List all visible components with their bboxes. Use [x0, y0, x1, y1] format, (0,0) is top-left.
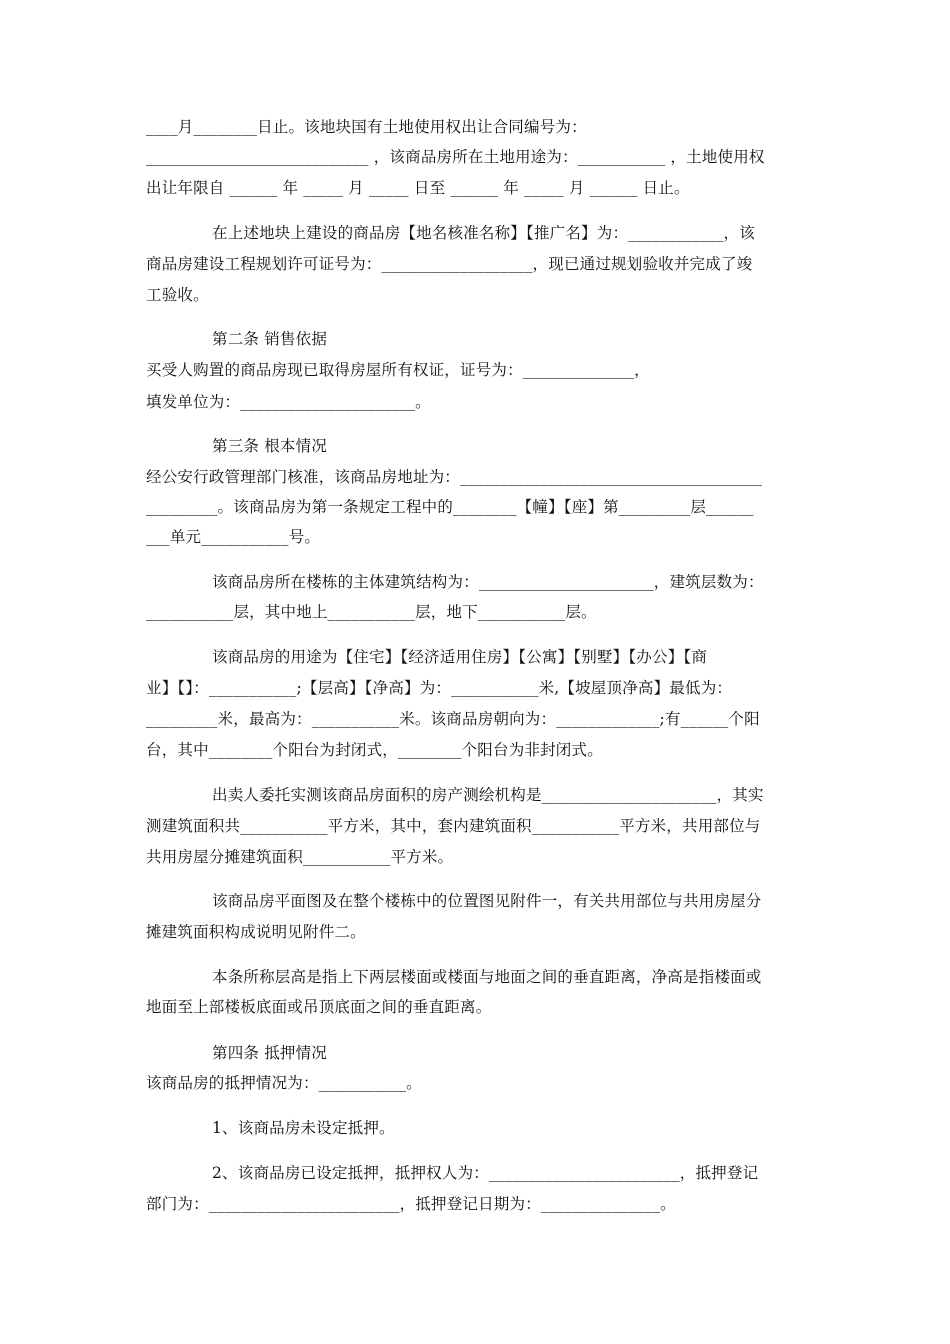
text-line: 出让年限自 ______ 年 _____ 月 _____ 日至 ______ 年 _____ 月 ______ 日止。	[146, 179, 690, 197]
text-line: 业】【】：___________;【层高】【净高】为：___________米,【坡屋顶净高】最低为：	[146, 679, 733, 697]
text-line: 填发单位为：______________________。	[146, 393, 431, 411]
text-line: 该商品房的抵押情况为：___________。	[146, 1074, 422, 1092]
text-line: ___________层，其中地上___________层，地下___________层。	[146, 603, 597, 621]
text-line: 测建筑面积共___________平方米，其中，套内建筑面积___________平方米，共用部位与	[146, 817, 761, 835]
text-line: 共用房屋分摊建筑面积___________平方米。	[146, 848, 454, 866]
text-line: 台，其中________个阳台为封闭式，________个阳台为非封闭式。	[146, 741, 603, 759]
text-line: 商品房建设工程规划许可证号为：___________________，现已通过规划验收并完成了竣	[146, 255, 753, 273]
text-line: 工验收。	[146, 286, 209, 304]
text-line: 该商品房平面图及在整个楼栋中的位置图见附件一，有关共用部位与共用房屋分	[212, 892, 762, 910]
text-line: 本条所称层高是指上下两层楼面或楼面与地面之间的垂直距离，净高是指楼面或	[212, 968, 762, 986]
text-line: 经公安行政管理部门核准，该商品房地址为：______________________________________	[146, 468, 763, 486]
text-line: 该商品房所在楼栋的主体建筑结构为：______________________，建筑层数为：	[212, 573, 764, 591]
text-line: ____月________日止。该地块国有土地使用权出让合同编号为：	[146, 118, 587, 136]
section-heading: 第三条 根本情况	[212, 437, 328, 455]
text-line: 地面至上部楼板底面或吊顶底面之间的垂直距离。	[146, 998, 492, 1016]
text-line: ___单元___________号。	[146, 528, 321, 546]
text-line: 该商品房的用途为【住宅】【经济适用住房】【公寓】【别墅】【办公】【商	[212, 648, 708, 666]
text-line: _________。该商品房为第一条规定工程中的________【幢】【座】第_________层______	[146, 498, 754, 516]
text-line: 1、该商品房未设定抵押。	[212, 1119, 395, 1137]
section-heading: 第四条 抵押情况	[212, 1044, 328, 1062]
text-line: ____________________________ ，该商品房所在土地用途为：___________ ，土地使用权	[146, 148, 765, 166]
text-line: 摊建筑面积构成说明见附件二。	[146, 923, 366, 941]
text-line: 部门为：________________________，抵押登记日期为：_______________。	[146, 1195, 676, 1213]
section-heading: 第二条 销售依据	[212, 330, 328, 348]
text-line: _________米，最高为：___________米。该商品房朝向为：_____________;有______个阳	[146, 710, 760, 728]
text-line: 在上述地块上建设的商品房【地名核准名称】【推广名】为：____________，该	[212, 224, 755, 242]
text-line: 出卖人委托实测该商品房面积的房产测绘机构是______________________，其实	[212, 786, 764, 804]
text-line: 买受人购置的商品房现已取得房屋所有权证，证号为：______________，	[146, 361, 650, 379]
text-line: 2、该商品房已设定抵押，抵押权人为：________________________，抵押登记	[212, 1164, 759, 1182]
